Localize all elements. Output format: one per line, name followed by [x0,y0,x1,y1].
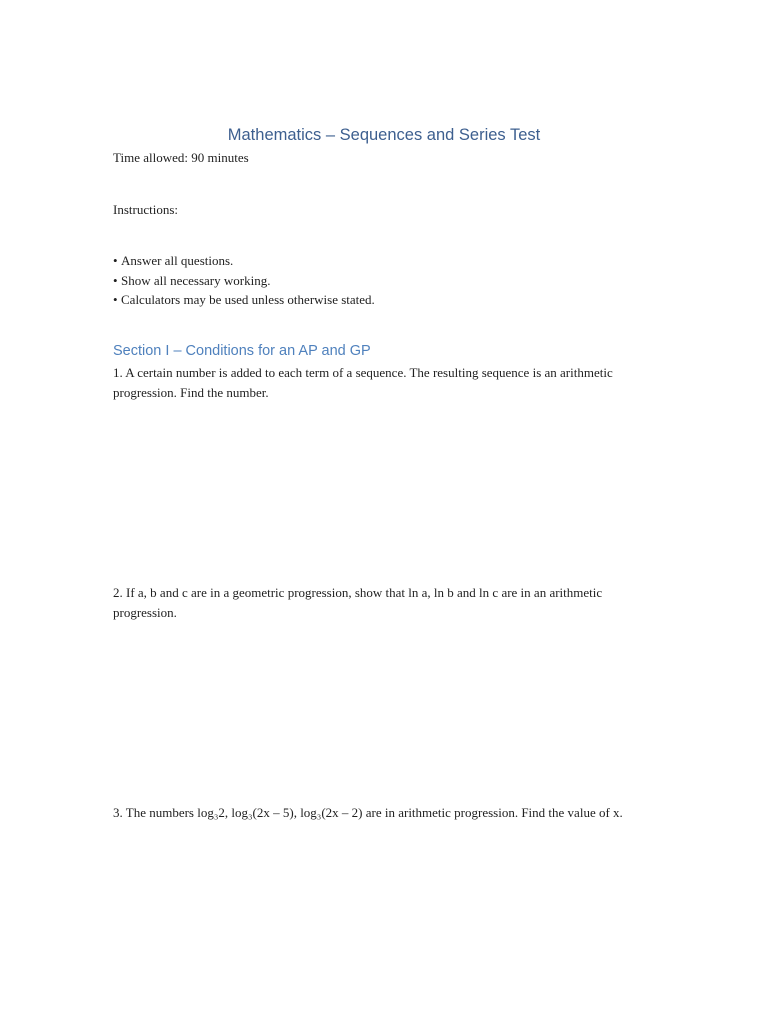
bullet-icon: • [113,253,118,268]
bullet-icon: • [113,292,118,307]
document-title: Mathematics – Sequences and Series Test [227,126,541,144]
list-item [113,290,375,310]
instructions-label: Instructions: [113,202,178,217]
time-allowed: Time allowed: 90 minutes [113,150,249,165]
instructions-list [113,251,375,310]
question-1: 1. A certain number is added to each term of a sequence. The resulting sequence is an arithmetic progression. Find the number. [113,365,613,400]
bullet-icon: • [113,272,118,288]
section-heading: Section I – Conditions for an AP and GP [113,343,371,359]
list-item [113,271,375,291]
list-item [113,251,375,271]
question-2: 2. If a, b and c are in a geometric progression, show that ln a, ln b and ln c are in an arithmetic progression. [113,585,603,620]
instruction-text: Calculators may be used unless otherwise stated. [121,292,375,307]
question-3: 3. The numbers log₃2, log₃(2x – 5), log₃(2x – 2) are in arithmetic progression. Find the value of x. [113,805,623,820]
instruction-text: Show all necessary working. [121,272,271,288]
instruction-text: Answer all questions. [121,253,234,268]
